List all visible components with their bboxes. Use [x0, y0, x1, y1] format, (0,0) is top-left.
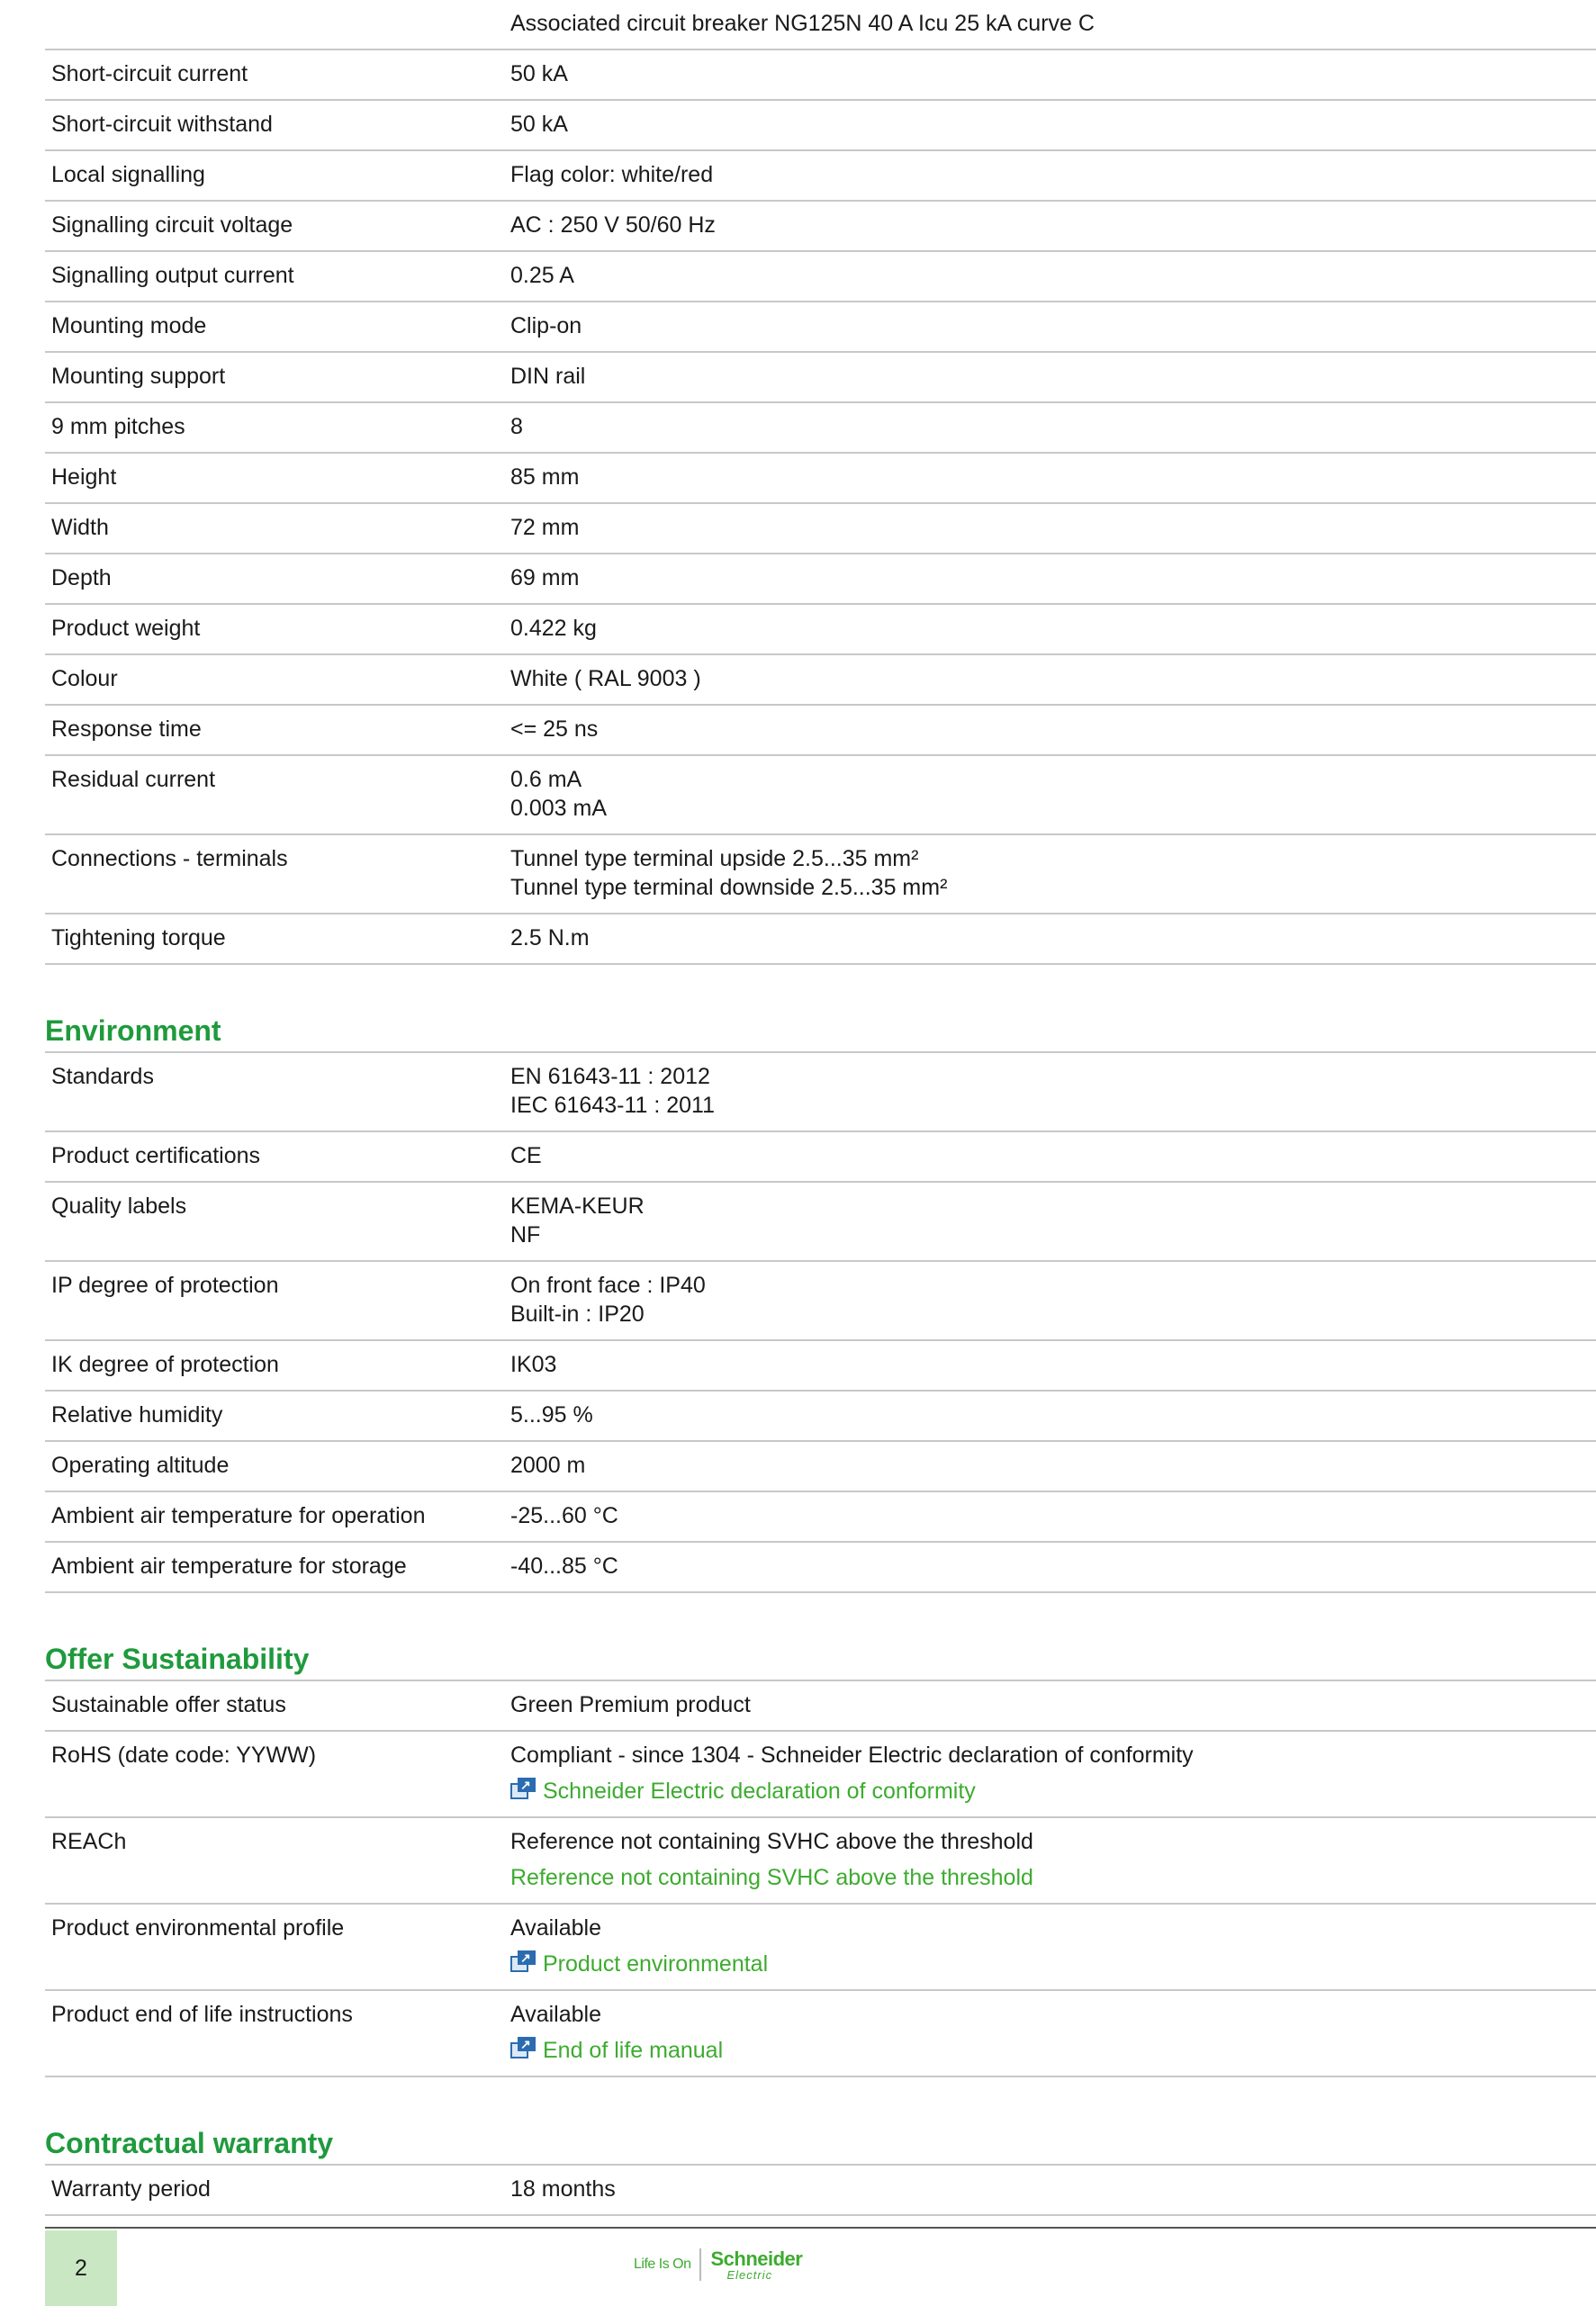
table-row — [45, 503, 1596, 554]
document-link-text[interactable]: Schneider Electric declaration of conformity — [543, 1779, 976, 1804]
spec-label: IP degree of protection — [45, 1261, 510, 1340]
spec-label: Ambient air temperature for operation — [45, 1491, 510, 1542]
spec-value-line: <= 25 ns — [510, 716, 599, 742]
table-row — [45, 402, 1596, 453]
table-row — [45, 302, 1596, 352]
spec-value — [510, 554, 1596, 604]
spec-value — [510, 604, 1596, 654]
table-row — [45, 1340, 1596, 1391]
table-row — [45, 705, 1596, 755]
spec-value-line: Clip-on — [510, 313, 582, 338]
spec-label: Mounting support — [45, 352, 510, 402]
spec-value — [510, 1053, 1596, 1131]
spec-value — [510, 1261, 1596, 1340]
spec-value — [510, 1542, 1596, 1592]
table-row — [45, 654, 1596, 705]
table-row — [45, 554, 1596, 604]
spec-value-line: Flag color: white/red — [510, 162, 714, 187]
table-row — [45, 914, 1596, 964]
document-link-text[interactable]: End of life manual — [543, 2038, 724, 2063]
spec-label: Short-circuit withstand — [45, 100, 510, 150]
spec-value-line: 85 mm — [510, 464, 580, 490]
brand-divider — [699, 2248, 701, 2281]
table-row — [45, 834, 1596, 914]
warranty-table — [45, 2166, 1596, 2216]
document-link[interactable] — [510, 1863, 1596, 1892]
spec-label: REACh — [45, 1817, 510, 1904]
spec-value — [510, 1340, 1596, 1391]
spec-label: Product weight — [45, 604, 510, 654]
spec-label: Product end of life instructions — [45, 1990, 510, 2076]
spec-value — [510, 705, 1596, 755]
spec-label: Quality labels — [45, 1182, 510, 1261]
table-row — [45, 1817, 1596, 1904]
spec-value — [510, 503, 1596, 554]
table-row — [45, 150, 1596, 201]
table-row — [45, 0, 1596, 50]
spec-label: Local signalling — [45, 150, 510, 201]
spec-value — [510, 1182, 1596, 1261]
spec-value-line: On front face : IP40 — [510, 1273, 706, 1298]
spec-value-line: KEMA-KEUR — [510, 1194, 645, 1219]
spec-label: Connections - terminals — [45, 834, 510, 914]
document-link[interactable] — [510, 2036, 1596, 2065]
spec-value-line: Associated circuit breaker NG125N 40 A Icu 25 kA curve C — [510, 11, 1095, 36]
spec-value-line: Built-in : IP20 — [510, 1302, 645, 1327]
spec-label: Response time — [45, 705, 510, 755]
spec-label: Residual current — [45, 755, 510, 834]
spec-value-line: 69 mm — [510, 565, 580, 590]
table-row — [45, 1441, 1596, 1491]
spec-value-line: 5...95 % — [510, 1402, 593, 1428]
table-row — [45, 100, 1596, 150]
spec-label: Signalling circuit voltage — [45, 201, 510, 251]
datasheet-page — [45, 0, 1596, 2216]
spec-label: Colour — [45, 654, 510, 705]
spec-value-line: Compliant - since 1304 - Schneider Electric declaration of conformity — [510, 1743, 1194, 1768]
spec-value-line: Reference not containing SVHC above the threshold — [510, 1829, 1033, 1854]
spec-label: Operating altitude — [45, 1441, 510, 1491]
spec-label: Mounting mode — [45, 302, 510, 352]
spec-value — [510, 914, 1596, 964]
external-link-icon: ↗ — [510, 1778, 536, 1801]
page-number: 2 — [45, 2230, 117, 2306]
spec-value — [510, 1904, 1596, 1990]
table-row — [45, 453, 1596, 503]
spec-value — [510, 1491, 1596, 1542]
spec-value-line: 8 — [510, 414, 523, 439]
spec-value-line: Tunnel type terminal downside 2.5...35 mm² — [510, 875, 948, 900]
spec-value — [510, 50, 1596, 100]
spec-value — [510, 352, 1596, 402]
table-row — [45, 352, 1596, 402]
section-title-environment: Environment — [45, 1013, 1596, 1053]
sustainability-table — [45, 1681, 1596, 2077]
spec-value — [510, 1817, 1596, 1904]
table-row — [45, 1391, 1596, 1441]
table-row — [45, 1491, 1596, 1542]
spec-value-line: DIN rail — [510, 364, 586, 389]
spec-value — [510, 201, 1596, 251]
spec-label: IK degree of protection — [45, 1340, 510, 1391]
spec-value — [510, 100, 1596, 150]
spec-value-line: 50 kA — [510, 61, 568, 86]
spec-label — [45, 0, 510, 50]
spec-value-line: 18 months — [510, 2176, 616, 2202]
spec-label: Product certifications — [45, 1131, 510, 1182]
spec-value-line: Green Premium product — [510, 1692, 751, 1717]
spec-label: Signalling output current — [45, 251, 510, 302]
document-link[interactable] — [510, 1950, 1596, 1978]
spec-value — [510, 654, 1596, 705]
spec-label: Warranty period — [45, 2166, 510, 2215]
spec-value-line: 72 mm — [510, 515, 580, 540]
spec-label: RoHS (date code: YYWW) — [45, 1731, 510, 1817]
spec-value-line: 2.5 N.m — [510, 925, 590, 950]
spec-value — [510, 1441, 1596, 1491]
spec-value — [510, 1391, 1596, 1441]
spec-value — [510, 0, 1596, 50]
spec-value-line: 2000 m — [510, 1453, 586, 1478]
table-row — [45, 1261, 1596, 1340]
spec-label: Standards — [45, 1053, 510, 1131]
spec-value-line: EN 61643-11 : 2012 — [510, 1064, 710, 1089]
spec-value — [510, 150, 1596, 201]
section-title-contractual-warranty: Contractual warranty — [45, 2126, 1596, 2166]
external-link-icon: ↗ — [510, 2037, 536, 2060]
table-row — [45, 50, 1596, 100]
table-row — [45, 201, 1596, 251]
spec-label: 9 mm pitches — [45, 402, 510, 453]
spec-value-line: CE — [510, 1143, 542, 1168]
brand-name: Schneider — [710, 2247, 803, 2270]
spec-value — [510, 402, 1596, 453]
spec-label: Sustainable offer status — [45, 1681, 510, 1731]
spec-value — [510, 302, 1596, 352]
spec-value — [510, 1131, 1596, 1182]
spec-value-line: AC : 250 V 50/60 Hz — [510, 212, 716, 238]
table-row — [45, 604, 1596, 654]
characteristics-table-body — [45, 0, 1596, 964]
warranty-table-body — [45, 2166, 1596, 2215]
table-row — [45, 2166, 1596, 2215]
table-row — [45, 1542, 1596, 1592]
spec-value-line: IEC 61643-11 : 2011 — [510, 1093, 716, 1118]
table-row — [45, 755, 1596, 834]
spec-label: Ambient air temperature for storage — [45, 1542, 510, 1592]
sustainability-table-body — [45, 1681, 1596, 2076]
spec-label: Width — [45, 503, 510, 554]
spec-value-line: Available — [510, 2002, 602, 2027]
spec-value — [510, 1990, 1596, 2076]
table-row — [45, 1681, 1596, 1731]
document-link-text[interactable]: Reference not containing SVHC above the threshold — [510, 1865, 1033, 1890]
environment-table-body — [45, 1053, 1596, 1592]
spec-value-line: Available — [510, 1915, 602, 1941]
external-link-icon: ↗ — [510, 1950, 536, 1974]
spec-value-line: 0.25 A — [510, 263, 574, 288]
life-is-on-tagline: Life Is On — [634, 2256, 691, 2272]
spec-value — [510, 834, 1596, 914]
spec-value — [510, 755, 1596, 834]
document-link-text[interactable]: Product environmental — [543, 1951, 769, 1977]
spec-value — [510, 251, 1596, 302]
table-row — [45, 1182, 1596, 1261]
spec-value-line: Tunnel type terminal upside 2.5...35 mm² — [510, 846, 919, 871]
spec-value-line: IK03 — [510, 1352, 557, 1377]
table-row — [45, 1990, 1596, 2076]
document-link[interactable] — [510, 1777, 1596, 1806]
table-row — [45, 1131, 1596, 1182]
spec-value-line: 50 kA — [510, 112, 568, 137]
brand-sub: Electric — [726, 2267, 773, 2282]
environment-table — [45, 1053, 1596, 1593]
spec-label: Short-circuit current — [45, 50, 510, 100]
spec-value — [510, 2166, 1596, 2215]
spec-value — [510, 453, 1596, 503]
table-row — [45, 1904, 1596, 1990]
table-row — [45, 1053, 1596, 1131]
table-row — [45, 1731, 1596, 1817]
schneider-electric-logo — [710, 2249, 802, 2281]
spec-value-line: NF — [510, 1222, 541, 1248]
spec-label: Height — [45, 453, 510, 503]
spec-value — [510, 1731, 1596, 1817]
characteristics-table — [45, 0, 1596, 965]
spec-label: Depth — [45, 554, 510, 604]
spec-value-line: White ( RAL 9003 ) — [510, 666, 701, 691]
spec-value-line: 0.6 mA — [510, 767, 582, 792]
spec-value-line: 0.422 kg — [510, 616, 597, 641]
spec-value-line: -25...60 °C — [510, 1503, 618, 1528]
section-title-offer-sustainability: Offer Sustainability — [45, 1642, 1596, 1681]
brand-logo — [634, 2248, 802, 2281]
spec-label: Tightening torque — [45, 914, 510, 964]
spec-value-line: 0.003 mA — [510, 796, 608, 821]
table-row — [45, 251, 1596, 302]
spec-value-line: -40...85 °C — [510, 1554, 618, 1579]
spec-label: Product environmental profile — [45, 1904, 510, 1990]
spec-value — [510, 1681, 1596, 1731]
spec-label: Relative humidity — [45, 1391, 510, 1441]
page-footer — [45, 2227, 1596, 2306]
